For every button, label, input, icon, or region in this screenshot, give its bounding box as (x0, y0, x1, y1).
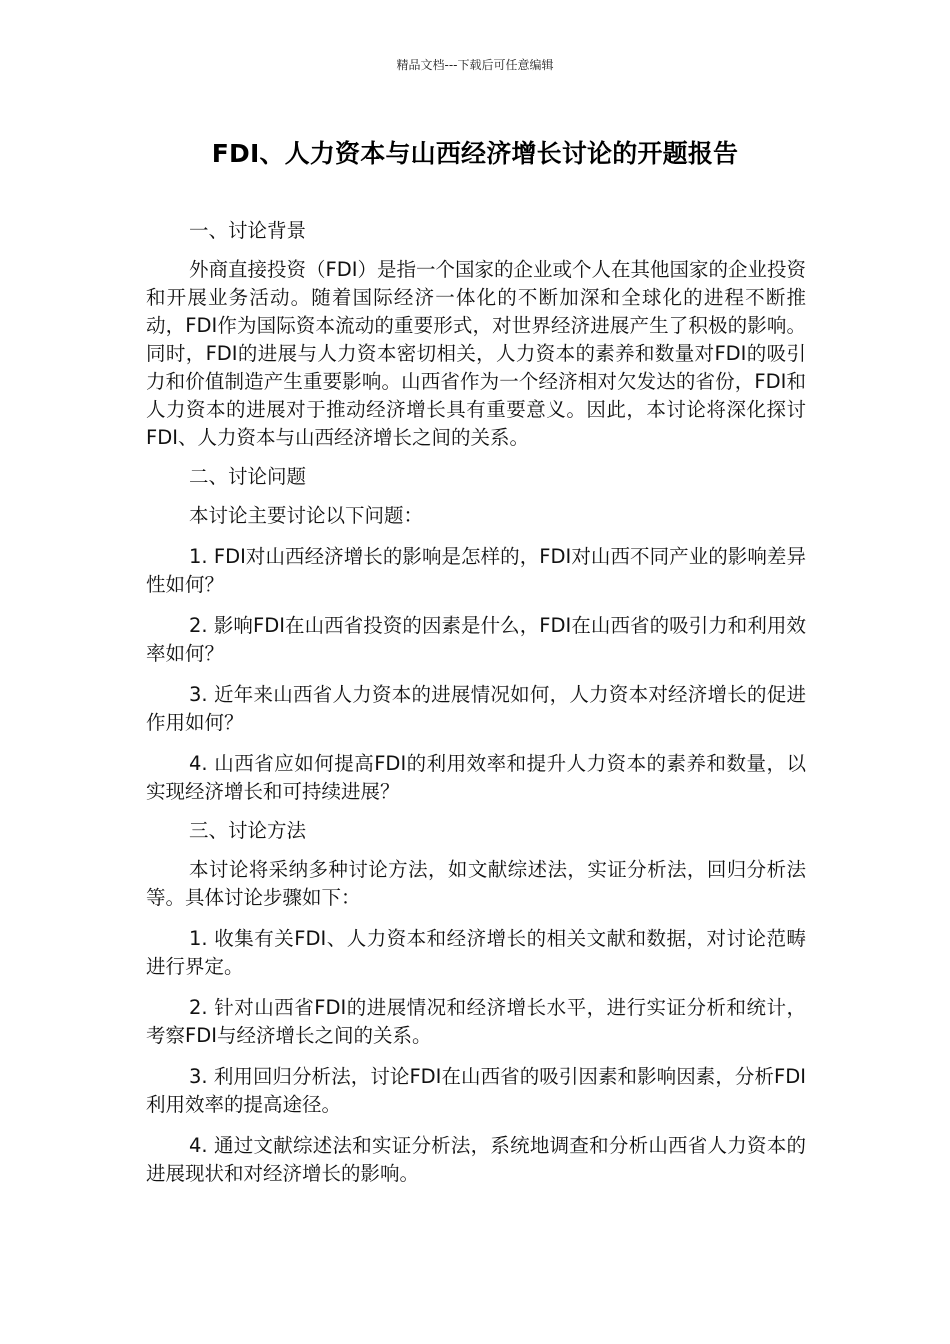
questions-intro: 本讨论主要讨论以下问题： (189, 504, 424, 527)
section-heading-background: 一、讨论背景 (189, 219, 307, 242)
document-body (146, 217, 806, 1188)
method-step-1: 1. 收集有关FDI、人力资本和经济增长的相关文献和数据，对讨论范畴进行界定。 (146, 927, 806, 978)
document-title: FDI、人力资本与山西经济增长讨论的开题报告 (211, 139, 739, 168)
section-heading-questions: 二、讨论问题 (189, 465, 307, 488)
background-paragraph: 外商直接投资（FDI）是指一个国家的企业或个人在其他国家的企业投资和开展业务活动。随着国际经济一体化的不断加深和全球化的进程不断推动，FDI作为国际资本流动的重要形式，对世界经济进展产生了积极的影响。同时，FDI的进展与人力资本密切相关，人力资本的素养和数量对FDI的吸引力和价值制造产生重要影响。山西省作为一个经济相对欠发达的省份，FDI和人力资本的进展对于推动经济增长具有重要意义。因此，本讨论将深化探讨FDI、人力资本与山西经济增长之间的关系。 (146, 258, 806, 449)
method-step-4: 4. 通过文献综述法和实证分析法，系统地调查和分析山西省人力资本的进展现状和对经济增长的影响。 (146, 1134, 806, 1185)
method-step-2: 2. 针对山西省FDI的进展情况和经济增长水平，进行实证分析和统计，考察FDI与经济增长之间的关系。 (146, 996, 806, 1047)
page-header-note: 精品文档---下载后可任意编辑 (396, 58, 554, 72)
question-item-1: 1. FDI对山西经济增长的影响是怎样的，FDI对山西不同产业的影响差异性如何？ (146, 545, 806, 596)
method-step-3: 3. 利用回归分析法，讨论FDI在山西省的吸引因素和影响因素，分析FDI利用效率的提高途径。 (146, 1065, 806, 1116)
question-item-2: 2. 影响FDI在山西省投资的因素是什么，FDI在山西省的吸引力和利用效率如何？ (146, 614, 806, 665)
section-heading-methods: 三、讨论方法 (189, 819, 307, 842)
methods-intro: 本讨论将采纳多种讨论方法，如文献综述法，实证分析法，回归分析法等。具体讨论步骤如下： (146, 858, 806, 909)
question-item-4: 4. 山西省应如何提高FDI的利用效率和提升人力资本的素养和数量，以实现经济增长和可持续进展？ (146, 752, 806, 803)
question-item-3: 3. 近年来山西省人力资本的进展情况如何，人力资本对经济增长的促进作用如何？ (146, 683, 806, 734)
